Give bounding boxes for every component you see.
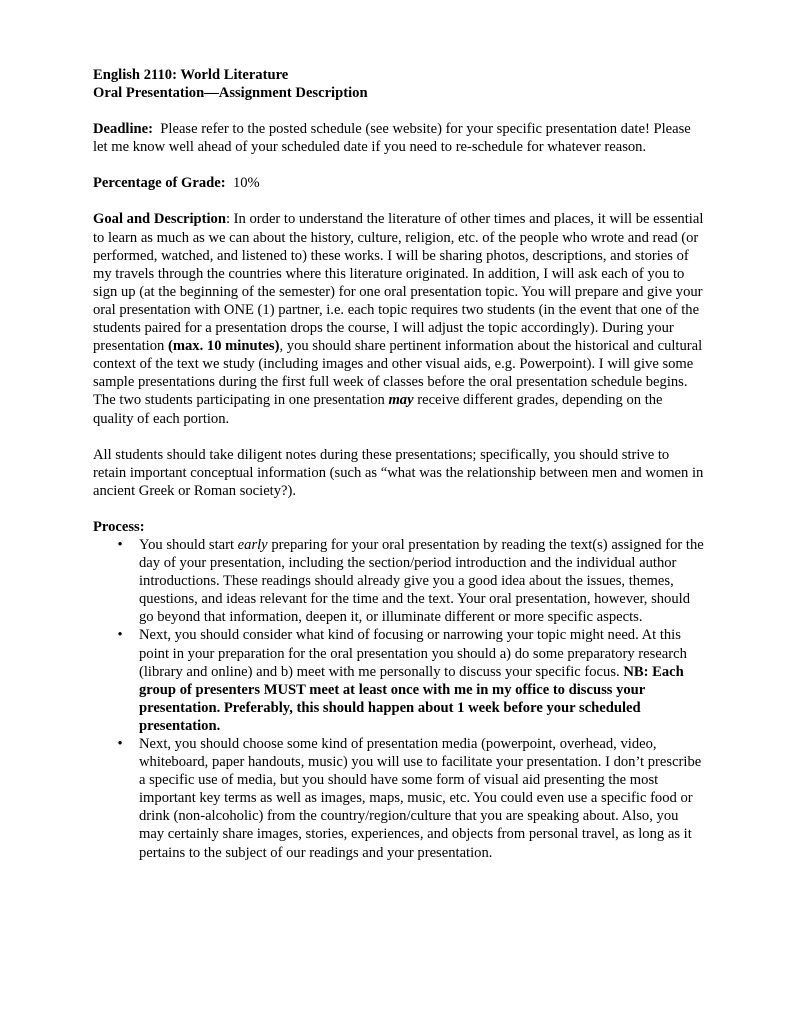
spacer: [93, 192, 705, 210]
document-page: [93, 66, 705, 862]
process-item-1-text-b: preparing for your oral presentation by reading the text(s) assigned for the day of your presentation, including the section/period introduction and the individual author introductions. These readings should already give you a good idea about the issues, themes, questions, and ideas relevant for the time and the text. Your oral presentation, however, should go beyond that information, deepen it, or illuminate different or more specific aspects.: [139, 536, 704, 626]
bullet-icon: •: [117, 627, 123, 644]
process-item-3: [93, 735, 705, 862]
process-item-1: [93, 536, 705, 626]
percentage-paragraph: [93, 174, 705, 192]
goal-paragraph: [93, 210, 705, 427]
process-heading: [93, 518, 705, 536]
percentage-label: Percentage of Grade:: [93, 175, 226, 192]
notes-paragraph: All students should take diligent notes during these presentations; specifically, you should strive to retain important conceptual information (such as “what was the relationship between men and women in ancient Greek or Roman society?).: [93, 446, 704, 499]
bullet-icon: •: [117, 536, 123, 553]
bullet-icon: •: [117, 736, 123, 752]
process-item-3-text-a: Next, you should choose some kind of presentation media (powerpoint, overhead, video, whiteboard, paper handouts, music) you will use to facilitate your presentation. I don’t prescribe a specific use of media, but you should have some form of visual aid presenting the most important key terms as well as images, maps, music, etc. You could even use a specific food or drink (non-alcoholic) from the country/region/culture that you are speaking about. Also, you may certainly share images, stories, experiences, and objects from personal travel, as long as it pertains to the subject of our readings and your presentation.: [139, 736, 702, 861]
process-item-2-text-a: Next, you should consider what kind of focusing or narrowing your topic might need. At this point in your preparation for the oral presentation you should a) do some preparatory research (library and online) and b) meet with me personally to discuss your specific focus.: [139, 627, 687, 680]
process-item-1-italic: early: [237, 536, 268, 553]
process-item-2-bold: NB: Each group of presenters MUST meet at least once with me in my office to discuss your presentation. Preferably, this should happen about 1 week before your scheduled presentation.: [139, 663, 684, 734]
goal-time-limit: (max. 10 minutes): [167, 338, 280, 355]
goal-text-2: , you should share pertinent information about the historical and cultural context of the text we study (including images and other visual aids, e.g. Powerpoint). I will give some sample presentations during the first full week of classes before the oral presentation schedule begins. The two students participating in one presentation: [93, 338, 703, 409]
percentage-value: 10%: [232, 175, 260, 192]
process-list: [93, 536, 705, 862]
course-title: English 2110: World Literature: [93, 67, 289, 83]
deadline-text: Please refer to the posted schedule (see website) for your specific presentation date! Please let me know well ahead of your scheduled date if you need to re-schedule for whatever reason.: [93, 121, 691, 156]
process-item-2: [93, 626, 705, 735]
spacer: [93, 428, 705, 446]
assignment-title: Oral Presentation—Assignment Description: [93, 85, 368, 102]
goal-label: Goal and Description: [93, 211, 226, 228]
process-item-1-text-a: You should start: [139, 536, 238, 553]
spacer: [93, 500, 705, 518]
process-label: Process:: [93, 518, 145, 535]
goal-emphasis: may: [388, 392, 414, 409]
goal-text-1: : In order to understand the literature of other times and places, it will be essential to learn as much as we can about the history, culture, religion, etc. of the people who wrote and read (or performed, watched, and listened to) these works. I will be sharing photos, descriptions, and stories of my travels through the countries where this literature originated. In addition, I will ask each of you to sign up (at the beginning of the semester) for one oral presentation topic. You will prepare and give your oral presentation with ONE (1) partner, i.e. each topic requires two students (in the event that one of the students paired for a presentation drops the course, I will adjust the topic accordingly). During your presentation: [93, 211, 704, 355]
goal-text-3: receive different grades, depending on the quality of each portion.: [93, 392, 663, 427]
deadline-label: Deadline:: [93, 121, 153, 138]
spacer: [93, 156, 705, 174]
deadline-paragraph: [93, 120, 705, 156]
spacer: [93, 102, 705, 120]
